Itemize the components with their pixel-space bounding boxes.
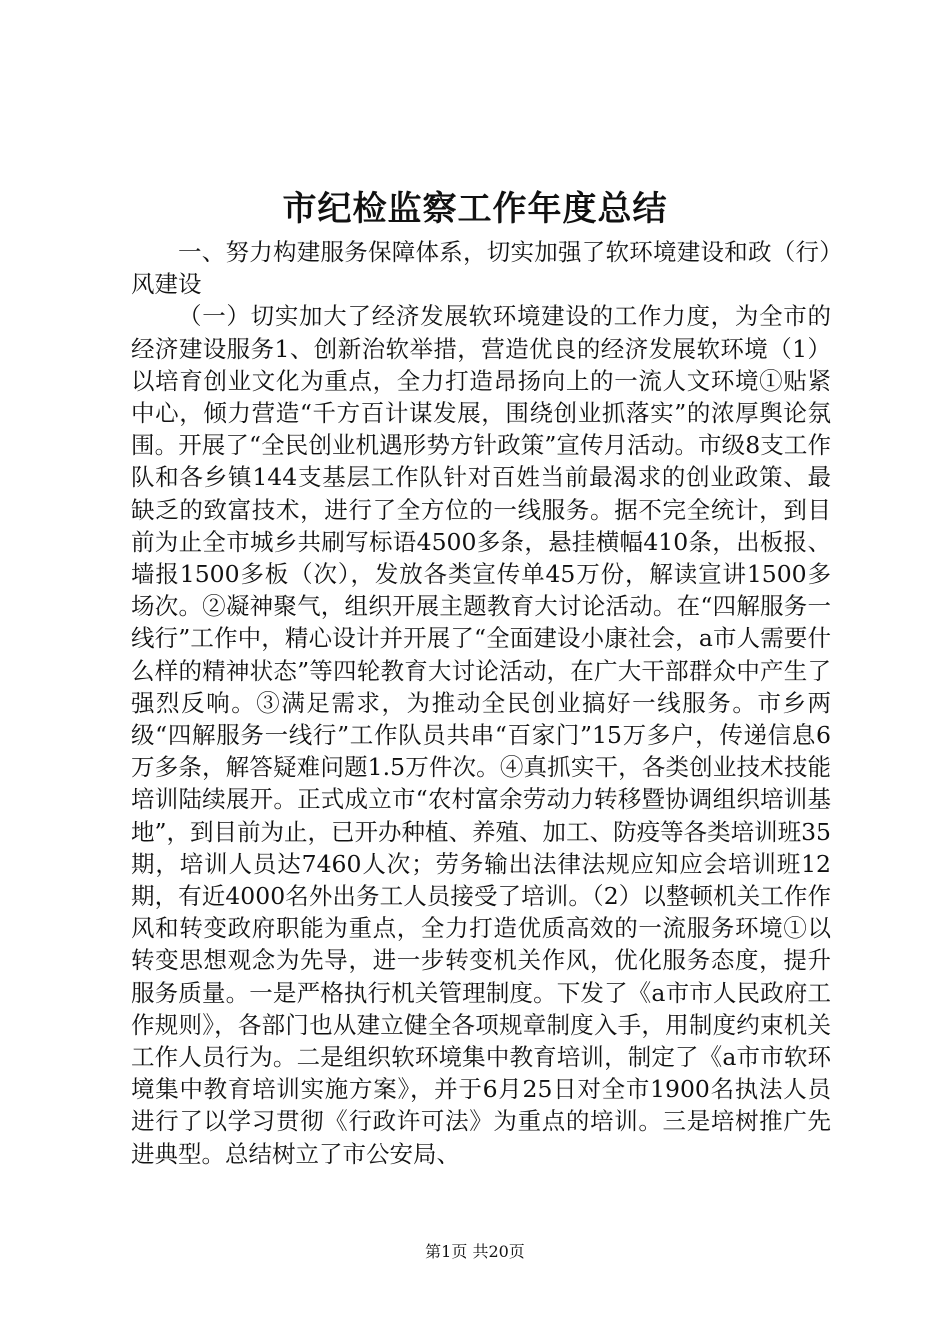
document-body xyxy=(131,236,831,1170)
paragraph-body: （一）切实加大了经济发展软环境建设的工作力度，为全市的经济建设服务1、创新治软举措，营造优良的经济发展软环境（1）以培育创业文化为重点，全力打造昂扬向上的一流人文环境①贴紧中心，倾力营造“千方百计谋发展，围绕创业抓落实”的浓厚舆论氛围。开展了“全民创业机遇形势方针政策”宣传月活动。市级8支工作队和各乡镇144支基层工作队针对百姓当前最渴求的创业政策、最缺乏的致富技术，进行了全方位的一线服务。据不完全统计，到目前为止全市城乡共刷写标语4500多条，悬挂横幅410条，出板报、墙报1500多板（次），发放各类宣传单45万份，解读宣讲1500多场次。②凝神聚气，组织开展主题教育大讨论活动。在“四解服务一线行”工作中，精心设计并开展了“全面建设小康社会，a市人需要什么样的精神状态”等四轮教育大讨论活动，在广大干部群众中产生了强烈反响。③满足需求，为推动全民创业搞好一线服务。市乡两级“四解服务一线行”工作队员共串“百家门”15万多户，传递信息6万多条，解答疑难问题1.5万件次。④真抓实干，各类创业技术技能培训陆续展开。正式成立市“农村富余劳动力转移暨协调组织培训基地”，到目前为止，已开办种植、养殖、加工、防疫等各类培训班35期，培训人员达7460人次；劳务输出法律法规应知应会培训班12期，有近4000名外出务工人员接受了培训。（2）以整顿机关工作作风和转变政府职能为重点，全力打造优质高效的一流服务环境①以转变思想观念为先导，进一步转变机关作风，优化服务态度，提升服务质量。一是严格执行机关管理制度。下发了《a市市人民政府工作规则》，各部门也从建立健全各项规章制度入手，用制度约束机关工作人员行为。二是组织软环境集中教育培训，制定了《a市市软环境集中教育培训实施方案》，并于6月25日对全市1900名执法人员进行了以学习贯彻《行政许可法》为重点的培训。三是培树推广先进典型。总结树立了市公安局、 xyxy=(131,302,831,1168)
page-footer: 第1页 共20页 xyxy=(425,1242,525,1261)
paragraph-section-heading: 一、努力构建服务保障体系，切实加强了软环境建设和政（行）风建设 xyxy=(131,238,831,299)
document-title: 市纪检监察工作年度总结 xyxy=(282,189,668,229)
